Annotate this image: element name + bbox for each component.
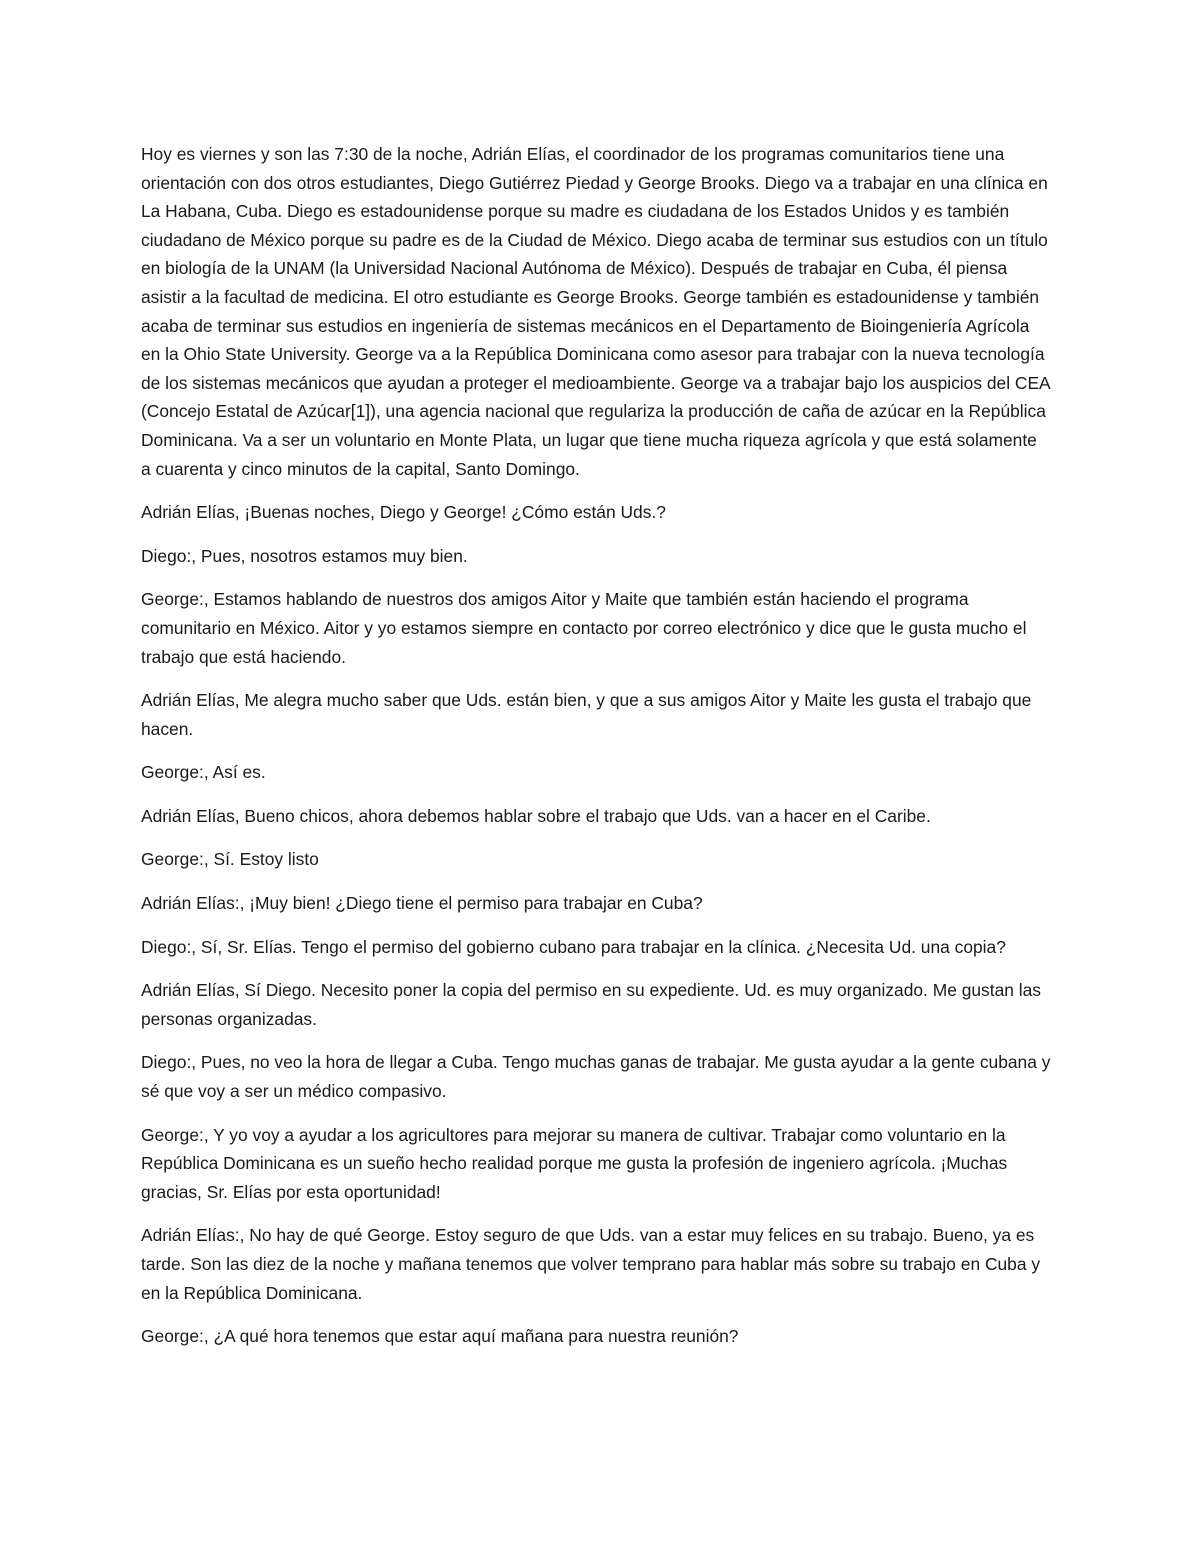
dialogue-line: Adrián Elías:, No hay de qué George. Estoy seguro de que Uds. van a estar muy felices en su trabajo. Bueno, ya es tarde. Son las diez de la noche y mañana tenemos que volver temprano para hablar más sobre su trabajo en Cuba y en la República Dominicana.	[141, 1225, 1041, 1303]
dialogue-line: George:, Así es.	[141, 762, 266, 783]
dialogue-line: Adrián Elías, Sí Diego. Necesito poner la copia del permiso en su expediente. Ud. es muy organizado. Me gustan las personas organizadas.	[141, 980, 1041, 1029]
dialogue-line: George:, ¿A qué hora tenemos que estar aquí mañana para nuestra reunión?	[141, 1326, 739, 1347]
dialogue-line: Adrián Elías:, ¡Muy bien! ¿Diego tiene el permiso para trabajar en Cuba?	[141, 893, 703, 914]
dialogue-line: Diego:, Sí, Sr. Elías. Tengo el permiso del gobierno cubano para trabajar en la clínica. ¿Necesita Ud. una copia?	[141, 936, 1006, 957]
dialogue-line: George:, Sí. Estoy listo	[141, 849, 319, 870]
intro-paragraph: Hoy es viernes y son las 7:30 de la noche, Adrián Elías, el coordinador de los programas comunitarios tiene una orientación con dos otros estudiantes, Diego Gutiérrez Piedad y George Brooks. Diego va a trabajar en una clínica en La Habana, Cuba. Diego es estadounidense porque su madre es ciudadana de los Estados Unidos y es también ciudadano de México porque su padre es de la Ciudad de México. Diego acaba de terminar sus estudios con un título en biología de la UNAM (la Universidad Nacional Autónoma de México). Después de trabajar en Cuba, él piensa asistir a la facultad de medicina. El otro estudiante es George Brooks. George también es estadounidense y también acaba de terminar sus estudios en ingeniería de sistemas mecánicos en el Departamento de Bioingeniería Agrícola en la Ohio State University. George va a la República Dominicana como asesor para trabajar con la nueva tecnología de los sistemas mecánicos que ayudan a proteger el medioambiente. George va a trabajar bajo los auspicios del CEA (Concejo Estatal de Azúcar[1]), una agencia nacional que regulariza la producción de caña de azúcar en la República Dominicana. Va a ser un voluntario en Monte Plata, un lugar que tiene mucha riqueza agrícola y que está solamente a cuarenta y cinco minutos de la capital, Santo Domingo.	[141, 144, 1050, 479]
dialogue-line: Adrián Elías, Bueno chicos, ahora debemos hablar sobre el trabajo que Uds. van a hacer en el Caribe.	[141, 805, 931, 826]
dialogue-line: Adrián Elías, ¡Buenas noches, Diego y George! ¿Cómo están Uds.?	[141, 502, 666, 523]
document-body	[141, 140, 1051, 1366]
dialogue-line: George:, Estamos hablando de nuestros dos amigos Aitor y Maite que también están haciendo el programa comunitario en México. Aitor y yo estamos siempre en contacto por correo electrónico y dice que le gusta mucho el trabajo que está haciendo.	[141, 589, 1027, 667]
dialogue-line: Adrián Elías, Me alegra mucho saber que Uds. están bien, y que a sus amigos Aitor y Maite les gusta el trabajo que hacen.	[141, 690, 1032, 739]
dialogue-line: Diego:, Pues, nosotros estamos muy bien.	[141, 545, 468, 566]
dialogue-line: George:, Y yo voy a ayudar a los agricultores para mejorar su manera de cultivar. Trabajar como voluntario en la República Dominicana es un sueño hecho realidad porque me gusta la profesión de ingeniero agrícola. ¡Muchas gracias, Sr. Elías por esta oportunidad!	[141, 1124, 1008, 1202]
dialogue-line: Diego:, Pues, no veo la hora de llegar a Cuba. Tengo muchas ganas de trabajar. Me gusta ayudar a la gente cubana y sé que voy a ser un médico compasivo.	[141, 1052, 1051, 1102]
